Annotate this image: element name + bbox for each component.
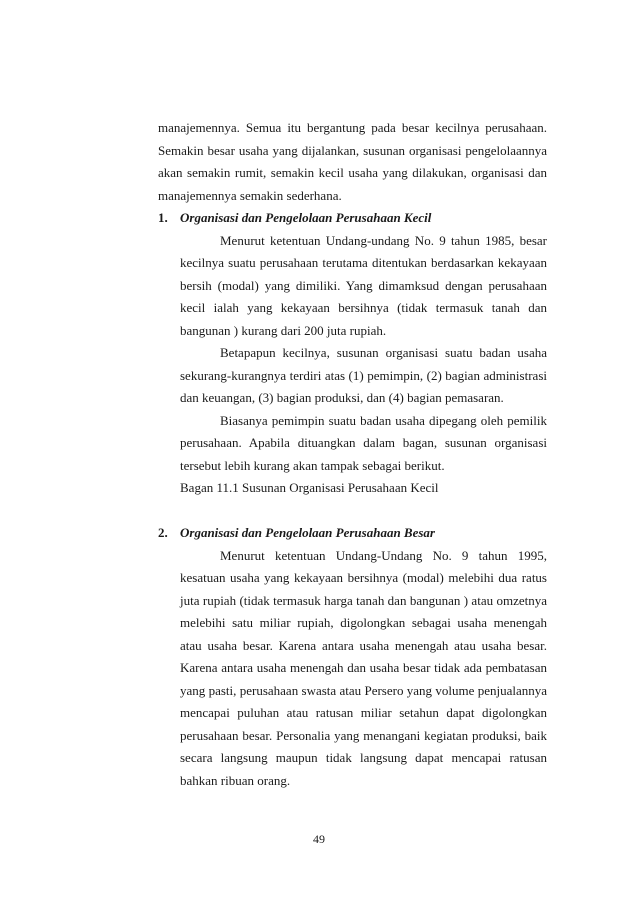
paragraph: Menurut ketentuan Undang-Undang No. 9 tahun 1995, kesatuan usaha yang kekayaan bersihnya (modal) melebihi dua ratus juta rupiah (tidak termasuk harga tanah dan bangunan ) atau omzetnya melebihi satu miliar rupiah, digolongkan sebagai usaha menengah atau usaha besar. Karena antara usaha menengah atau usaha besar. Karena antara usaha menengah dan usaha besar tidak ada pembatasan yang pasti, perusahaan swasta atau Persero yang volume penjualannya mencapai puluhan atau ratusan miliar setahun dapat digolongkan perusahaan besar. Personalia yang menangani kegiatan produksi, baik secara langsung maupun tidak langsung dapat mencapai ratusan bahkan ribuan orang. [180,547,547,788]
section-body [180,230,547,500]
page-number: 49 [313,832,325,846]
section-number: 2. [158,525,168,540]
paragraph: Betapapun kecilnya, susunan organisasi suatu badan usaha sekurang-kurangnya terdiri atas (1) pemimpin, (2) bagian administrasi dan keuangan, (3) bagian produksi, dan (4) bagian pemasaran. [180,345,547,405]
section-title: Organisasi dan Pengelolaan Perusahaan Kecil [180,210,432,225]
paragraph: Biasanya pemimpin suatu badan usaha dipegang oleh pemilik perusahaan. Apabila dituangkan dalam bagan, susunan organisasi tersebut lebih kurang akan tampak sebagai berikut. [180,412,547,473]
paragraph: Menurut ketentuan Undang-undang No. 9 tahun 1985, besar kecilnya suatu perusahaan terutama ditentukan berdasarkan kekayaan bersih (modal) yang dimiliki. Yang dimamksud dengan perusahaan kecil ialah yang kekayaan bersihnya (tidak termasuk tanah dan bangunan ) kurang dari 200 juta rupiah. [180,232,547,338]
section-heading [158,522,547,545]
section-gap [158,500,547,523]
section-title: Organisasi dan Pengelolaan Perusahaan Besar [180,525,435,540]
figure-caption: Bagan 11.1 Susunan Organisasi Perusahaan Kecil [180,480,439,495]
section-small-business [158,207,547,500]
section-large-business [158,522,547,792]
intro-paragraph: manajemennya. Semua itu bergantung pada besar kecilnya perusahaan. Semakin besar usaha yang dijalankan, susunan organisasi pengelolaannya akan semakin rumit, semakin kecil usaha yang dilakukan, organisasi dan manajemennya semakin sederhana. [158,120,547,203]
section-body [180,545,547,793]
section-heading [158,207,547,230]
body-text [158,117,547,792]
section-number: 1. [158,210,168,225]
